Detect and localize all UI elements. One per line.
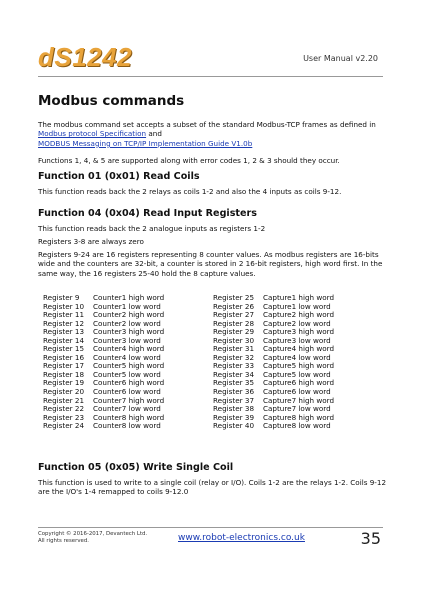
register-number: Register 13 [43, 327, 85, 337]
f01-heading: Function 01 (0x01) Read Coils [38, 171, 200, 182]
register-value: Counter5 high word [93, 361, 165, 371]
register-number: Register 23 [43, 412, 85, 422]
register-number: Register 25 [213, 293, 255, 302]
register-number: Register 22 [43, 404, 85, 414]
register-number: Register 32 [213, 352, 255, 362]
manual-version: User Manual v2.20 [303, 54, 378, 63]
register-value: Counter7 low word [93, 404, 161, 414]
register-value: Capture1 low word [263, 301, 331, 311]
register-number: Register 34 [213, 369, 255, 379]
copyright [38, 531, 147, 545]
intro-text: The modbus command set accepts a subset of the standard Modbus-TCP frames as defined in [38, 120, 376, 129]
register-value: Counter4 high word [93, 344, 165, 354]
register-value: Counter2 high word [93, 310, 165, 320]
register-value: Capture4 high word [263, 344, 335, 354]
register-value: Capture8 low word [263, 421, 331, 431]
register-value: Capture2 high word [263, 310, 335, 320]
register-value: Capture8 high word [263, 412, 335, 422]
register-value: Capture7 low word [263, 404, 331, 414]
register-number: Register 28 [213, 318, 255, 328]
register-value: Capture1 high word [263, 293, 335, 302]
register-number: Register 40 [213, 421, 255, 431]
register-value: Capture4 low word [263, 352, 331, 362]
register-number: Register 39 [213, 412, 255, 422]
f01-text: This function reads back the 2 relays as coils 1-2 and also the 4 inputs as coils 9-12. [38, 187, 342, 196]
register-number: Register 12 [43, 318, 85, 328]
modbus-tcp-guide-link[interactable]: MODBUS Messaging on TCP/IP Implementation Guide V1.0b [38, 138, 253, 148]
register-number: Register 17 [43, 361, 85, 371]
register-number: Register 19 [43, 378, 85, 388]
register-number: Register 14 [43, 335, 85, 345]
register-number: Register 26 [213, 301, 255, 311]
register-value: Capture5 low word [263, 369, 331, 379]
register-value: Counter6 high word [93, 378, 165, 388]
register-value: Counter7 high word [93, 395, 165, 405]
register-number: Register 16 [43, 352, 85, 362]
register-value: Counter8 low word [93, 421, 161, 431]
register-number: Register 29 [213, 327, 255, 337]
header-divider [38, 76, 383, 77]
register-value: Counter3 high word [93, 327, 165, 337]
register-number: Register 11 [43, 310, 85, 320]
table-row [43, 422, 383, 431]
register-value: Counter4 low word [93, 352, 161, 362]
register-number: Register 15 [43, 344, 85, 354]
f04-text-1: This function reads back the 2 analogue inputs as registers 1-2 [38, 224, 266, 233]
register-number: Register 24 [43, 421, 85, 431]
register-value: Capture7 high word [263, 395, 335, 405]
register-value: Counter1 high word [93, 293, 165, 302]
intro-and: and [148, 129, 162, 139]
f05-heading: Function 05 (0x05) Write Single Coil [38, 462, 234, 473]
register-number: Register 33 [213, 361, 255, 371]
register-number: Register 10 [43, 301, 85, 311]
register-number: Register 21 [43, 395, 85, 405]
register-value: Counter6 low word [93, 387, 161, 397]
f04-heading: Function 04 (0x04) Read Input Registers [38, 208, 257, 219]
register-value: Capture6 low word [263, 387, 331, 397]
register-number: Register 27 [213, 310, 255, 320]
register-table [43, 294, 383, 431]
footer-divider [38, 527, 383, 528]
f04-text-3: Registers 9-24 are 16 registers representing 8 counter values. As modbus registers are 16-bits wide and the counters are 32-bit, a counter is stored in 2 16-bit registers, high word first. In the same way, the 16 registers 25-40 hold the 8 capture values. [38, 250, 383, 278]
copyright-line: Copyright © 2016-2017, Devantech Ltd. [38, 531, 148, 537]
register-number: Register 37 [213, 395, 255, 405]
register-number: Register 36 [213, 387, 255, 397]
register-number: Register 30 [213, 335, 255, 345]
register-value: Capture3 high word [263, 327, 335, 337]
page-title: Modbus commands [38, 93, 185, 109]
page-number: 35 [360, 529, 381, 548]
f04-text-2: Registers 3-8 are always zero [38, 237, 144, 246]
register-number: Register 18 [43, 369, 85, 379]
intro-paragraph [38, 120, 388, 148]
register-value: Capture3 low word [263, 335, 331, 345]
rights-line: All rights reserved. [38, 538, 89, 544]
register-value: Capture2 low word [263, 318, 331, 328]
logo: dS1242 [38, 42, 133, 72]
register-value: Capture5 high word [263, 361, 335, 371]
register-value: Capture6 high word [263, 378, 335, 388]
register-number: Register 9 [43, 293, 80, 302]
register-value: Counter3 low word [93, 335, 161, 345]
f05-text: This function is used to write to a single coil (relay or I/O). Coils 1-2 are the relays 1-2. Coils 9-12 are the I/O's 1-4 remapped to coils 9-12.0 [38, 478, 387, 497]
functions-note: Functions 1, 4, & 5 are supported along with error codes 1, 2 & 3 should they occur. [38, 156, 340, 165]
register-value: Counter8 high word [93, 412, 165, 422]
website-link[interactable]: www.robot-electronics.co.uk [178, 533, 305, 543]
register-value: Counter5 low word [93, 369, 161, 379]
register-value: Counter1 low word [93, 301, 161, 311]
register-value: Counter2 low word [93, 318, 161, 328]
register-number: Register 35 [213, 378, 255, 388]
modbus-spec-link[interactable]: Modbus protocol Specification [38, 129, 147, 139]
register-number: Register 31 [213, 344, 255, 354]
register-number: Register 20 [43, 387, 85, 397]
register-number: Register 38 [213, 404, 255, 414]
